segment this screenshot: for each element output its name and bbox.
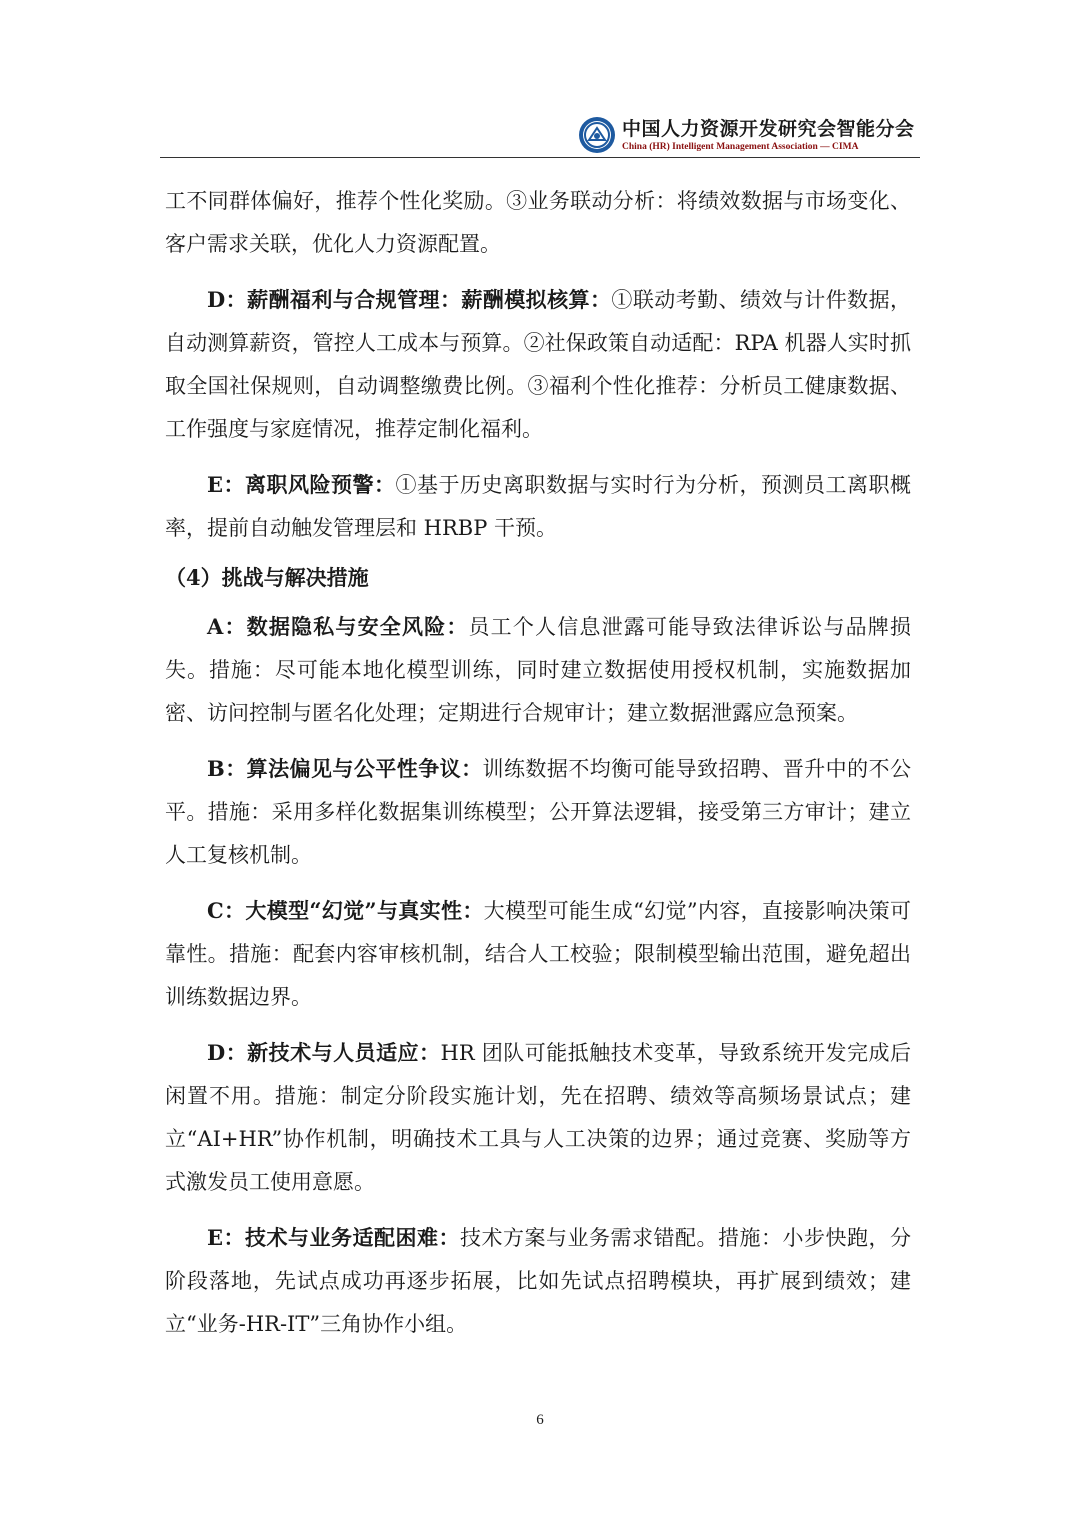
paragraph-text: 大模型可能生成“幻觉”内容，直接影响决策可靠性。措施：配套内容审核机制，结合人工校验；限制模型输出范围，避免超出训练数据边界。 [165,899,911,1009]
paragraph-label: A：数据隐私与安全风险： [207,614,469,639]
paragraph-label: D：新技术与人员适应： [207,1040,441,1065]
page-header [160,108,920,160]
paragraph-label: E：技术与业务适配困难： [207,1225,460,1250]
paragraph-compensation [165,278,911,451]
paragraph-text: 员工个人信息泄露可能导致法律诉讼与品牌损失。措施：尽可能本地化模型训练，同时建立数据使用授权机制，实施数据加密、访问控制与匿名化处理；定期进行合规审计；建立数据泄露应急预案。 [165,615,911,725]
page-number: 6 [536,1412,544,1428]
paragraph-hallucination [165,889,911,1019]
paragraph-bias [165,747,911,877]
paragraph-text: ①基于历史离职数据与实时行为分析，预测员工离职概率，提前自动触发管理层和 HRBP 干预。 [165,473,912,540]
cima-seal-icon [578,116,616,154]
paragraph-text: ①联动考勤、绩效与计件数据，自动测算薪资，管控人工成本与预算。②社保政策自动适配：RPA 机器人实时抓取全国社保规则，自动调整缴费比例。③福利个性化推荐：分析员工健康数据、工作强度与家庭情况，推荐定制化福利。 [165,288,912,441]
section-heading: （4）挑战与解决措施 [165,565,369,590]
org-name-english: China (HR) Intelligent Management Association — CIMA [622,142,859,152]
paragraph-text: 技术方案与业务需求错配。措施：小步快跑，分阶段落地，先试点成功再逐步拓展，比如先试点招聘模块，再扩展到绩效；建立“业务-HR-IT”三角协作小组。 [165,1226,911,1336]
paragraph-business-fit [165,1216,911,1346]
paragraph-text: 训练数据不均衡可能导致招聘、晋升中的不公平。措施：采用多样化数据集训练模型；公开算法逻辑，接受第三方审计；建立人工复核机制。 [165,757,912,867]
paragraph-label: C：大模型“幻觉”与真实性： [207,898,484,923]
paragraph-label: D：薪酬福利与合规管理：薪酬模拟核算： [207,287,612,312]
paragraph-text: HR 团队可能抵触技术变革，导致系统开发完成后闲置不用。措施：制定分阶段实施计划，先在招聘、绩效等高频场景试点；建立“AI+HR”协作机制，明确技术工具与人工决策的边界；通过竞赛、奖励等方式激发员工使用意愿。 [165,1041,911,1194]
org-name-chinese: 中国人力资源开发研究会智能分会 [622,118,915,140]
document-body [165,180,911,1346]
paragraph-turnover-warning [165,463,911,550]
paragraph-label: E：离职风险预警： [207,472,396,497]
paragraph-continuation: 工不同群体偏好，推荐个性化奖励。③业务联动分析：将绩效数据与市场变化、客户需求关联，优化人力资源配置。 [165,189,911,256]
paragraph-label: B：算法偏见与公平性争议： [207,756,483,781]
header-divider [160,157,920,158]
paragraph-privacy [165,605,911,735]
paragraph-adaptation [165,1031,911,1204]
